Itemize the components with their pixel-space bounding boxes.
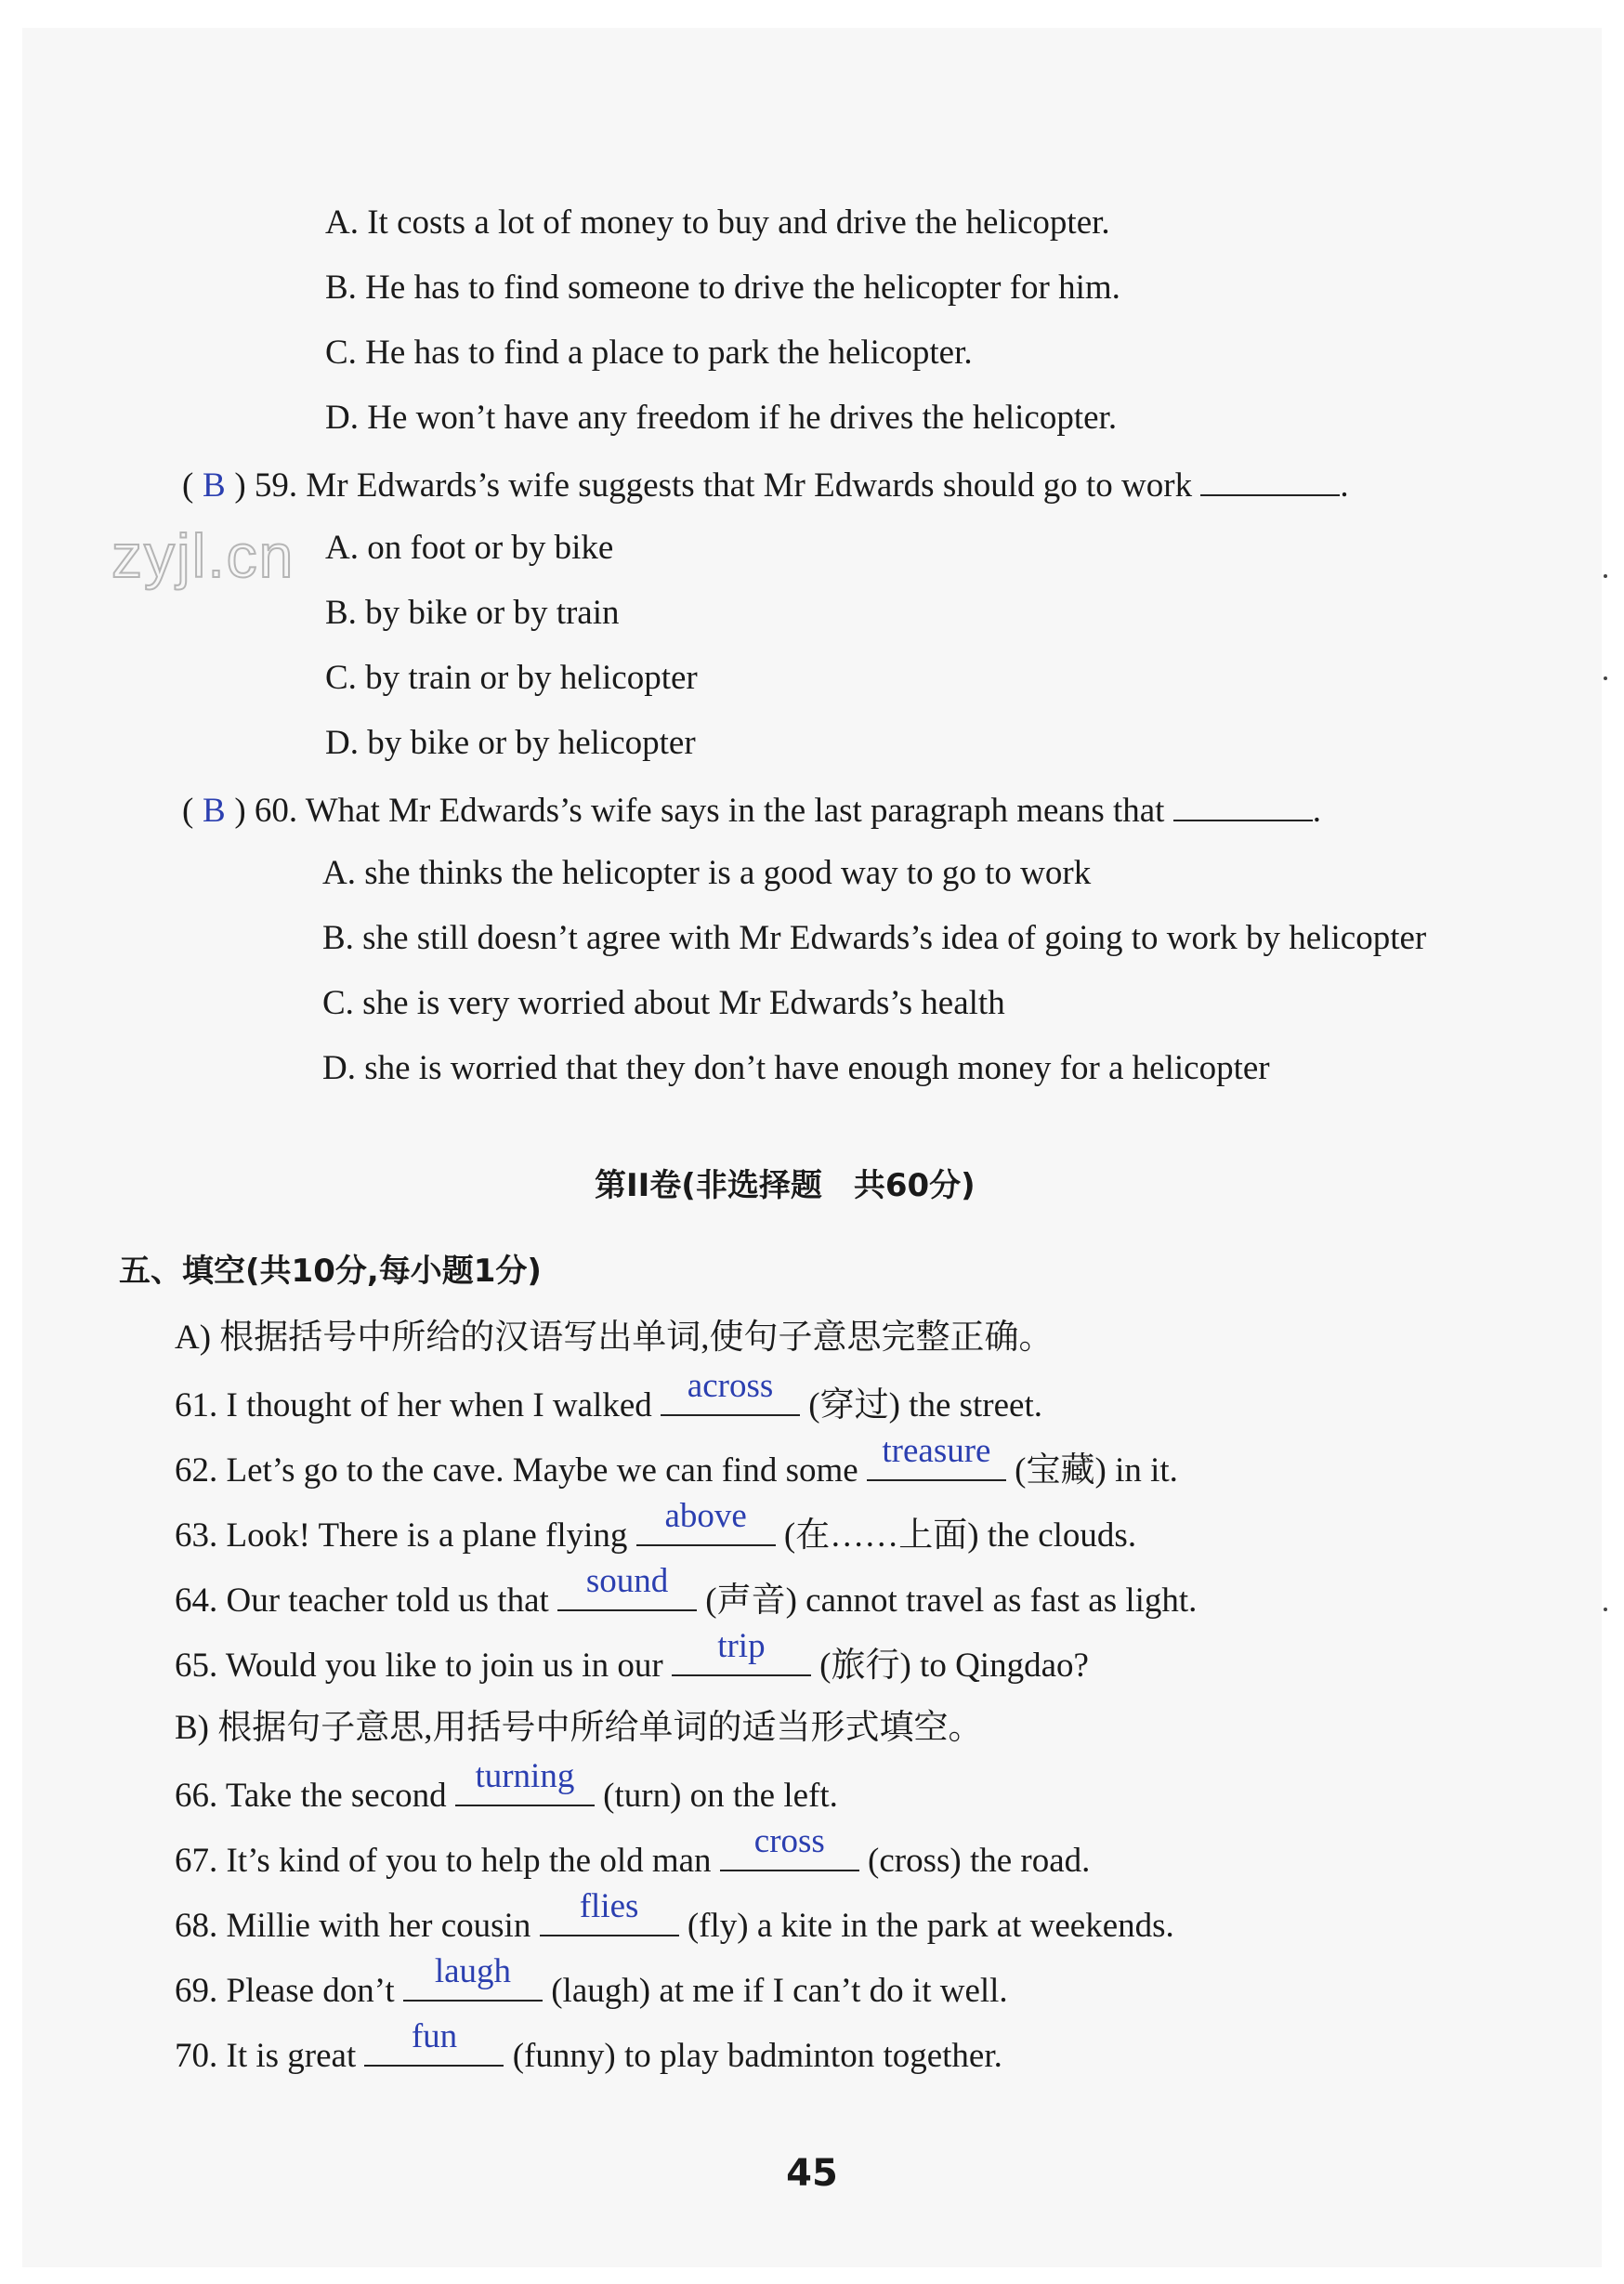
fill-answer: laugh <box>434 1952 512 1990</box>
fill-answer: flies <box>579 1887 639 1925</box>
fill-blank[interactable] <box>720 1822 859 1871</box>
fill-item: 62. Let’s go to the cave. Maybe we can find some treasure (宝藏) in it. <box>175 1432 1178 1490</box>
scan-speck <box>1604 676 1607 680</box>
question-60: ( B ) 60. What Mr Edwards’s wife says in the last paragraph means that . <box>182 788 1321 832</box>
fill-blank[interactable] <box>636 1497 776 1546</box>
part-a-instruction: A) 根据括号中所给的汉语写出单词,使句子意思完整正确。 <box>175 1319 1054 1357</box>
fill-answer: above <box>664 1497 747 1535</box>
fill-blank[interactable] <box>364 2017 504 2067</box>
fill-item: 64. Our teacher told us that sound (声音) cannot travel as fast as light. <box>175 1562 1198 1620</box>
fill-answer: cross <box>753 1822 825 1860</box>
fill-answer: treasure <box>882 1432 991 1470</box>
fill-item: 70. It is great fun (funny) to play badminton together. <box>175 2017 1002 2075</box>
part-b-instruction: B) 根据句子意思,用括号中所给单词的适当形式填空。 <box>175 1709 983 1747</box>
fill-item: 65. Would you like to join us in our trip (旅行) to Qingdao? <box>175 1627 1089 1685</box>
fill-answer: sound <box>585 1562 669 1600</box>
fill-blank[interactable] <box>661 1367 800 1416</box>
q59-option-c: C. by train or by helicopter <box>325 659 698 697</box>
fill-blank[interactable] <box>540 1887 679 1936</box>
part-5-title: 五、填空(共10分,每小题1分) <box>119 1253 542 1290</box>
fill-item: 68. Millie with her cousin flies (fly) a kite in the park at weekends. <box>175 1887 1174 1945</box>
fill-blank[interactable] <box>403 1952 543 2002</box>
q59-option-d: D. by bike or by helicopter <box>325 724 696 762</box>
q60-option-b: B. she still doesn’t agree with Mr Edwards’s idea of going to work by helicopter <box>322 919 1427 957</box>
q60-option-c: C. she is very worried about Mr Edwards’s health <box>322 984 1005 1022</box>
q58-option-b: B. He has to find someone to drive the helicopter for him. <box>325 269 1120 307</box>
answer-59: B <box>202 466 226 505</box>
fill-item: 69. Please don’t laugh (laugh) at me if I can’t do it well. <box>175 1952 1008 2010</box>
blank-59[interactable] <box>1200 463 1340 496</box>
section-2-title: 第II卷(非选择题 共60分) <box>595 1167 976 1204</box>
blank-60[interactable] <box>1173 788 1313 821</box>
fill-blank[interactable] <box>557 1562 697 1611</box>
fill-item: 63. Look! There is a plane flying above (在……上面) the clouds. <box>175 1497 1137 1555</box>
scan-speck <box>1604 574 1607 578</box>
fill-answer: trip <box>717 1627 766 1665</box>
fill-item: 61. I thought of her when I walked across (穿过) the street. <box>175 1367 1042 1424</box>
page-number: 45 <box>786 2152 838 2195</box>
fill-item: 66. Take the second turning (turn) on the left. <box>175 1757 838 1815</box>
q60-option-d: D. she is worried that they don’t have enough money for a helicopter <box>322 1049 1270 1087</box>
scan-speck <box>1604 1608 1607 1611</box>
fill-blank[interactable] <box>867 1432 1006 1481</box>
question-59: ( B ) 59. Mr Edwards’s wife suggests that Mr Edwards should go to work . <box>182 463 1349 506</box>
watermark: zyjl.cn <box>111 521 295 590</box>
fill-answer: across <box>687 1367 774 1405</box>
q58-option-d: D. He won’t have any freedom if he drives the helicopter. <box>325 399 1118 437</box>
fill-blank[interactable] <box>672 1627 811 1676</box>
fill-answer: turning <box>475 1757 575 1795</box>
fill-blank[interactable] <box>455 1757 595 1806</box>
fill-item: 67. It’s kind of you to help the old man cross (cross) the road. <box>175 1822 1091 1880</box>
q60-option-a: A. she thinks the helicopter is a good way to go to work <box>322 854 1092 892</box>
q59-option-b: B. by bike or by train <box>325 594 620 632</box>
fill-answer: fun <box>411 2017 458 2055</box>
q59-option-a: A. on foot or by bike <box>325 529 614 567</box>
q58-option-c: C. He has to find a place to park the helicopter. <box>325 334 973 372</box>
q58-option-a: A. It costs a lot of money to buy and drive the helicopter. <box>325 203 1110 242</box>
answer-60: B <box>202 792 226 830</box>
